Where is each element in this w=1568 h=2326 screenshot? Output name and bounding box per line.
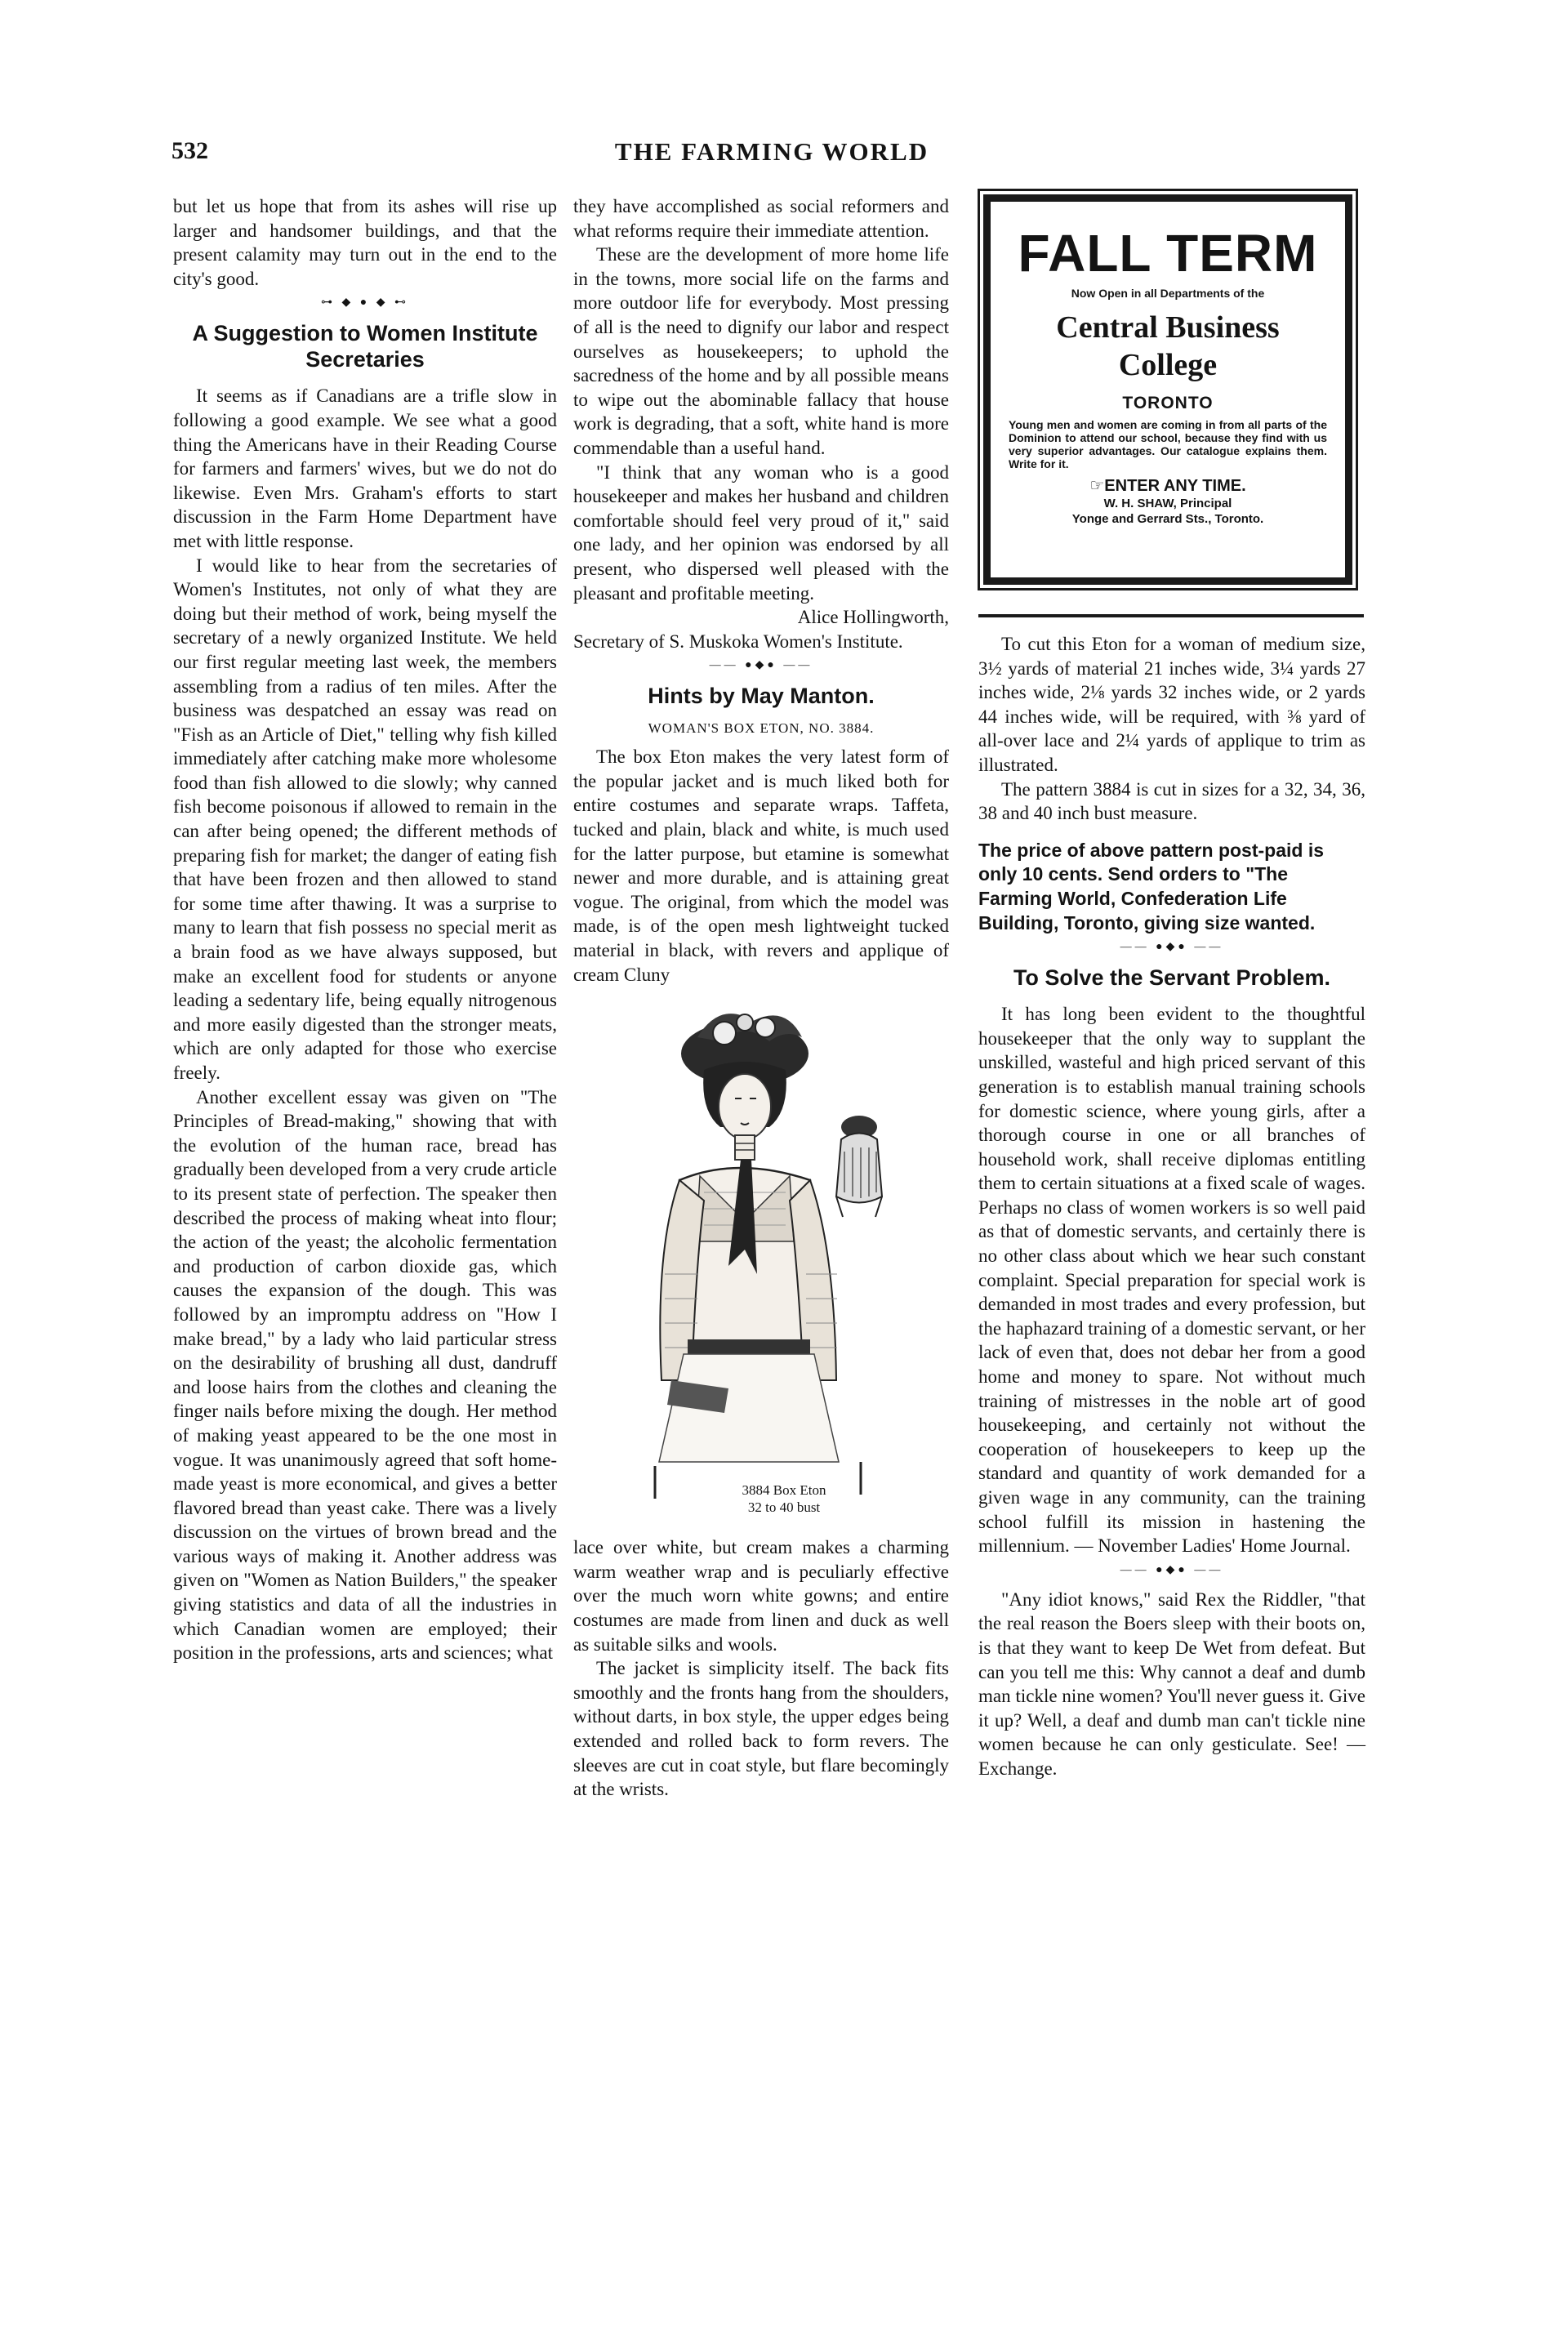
- paragraph: Another excellent essay was given on "The Principles of Bread-making," showing that with the evolution of the human race, bread has gradually been developed from a very crude article to its present state of perfection. The speaker then described the process of making wheat into flour; the action of the yeast; the alcoholic fermentation and production of carbon dioxide gas, which causes the expansion of the dough. This was followed by an impromptu address on "How I make bread," by a lady who laid particular stress on the desirability of brushing all dust, dandruff and loose hairs from the clothes and cleaning the finger nails before mixing the dough. Her method of making yeast appeared to be the one most in vogue. It was unanimously agreed that soft home-made yeast is more economical, and gives a better flavored bread than yeast cake. There was a lively discussion on the virtues of brown bread and the various ways of making it. Another address was given on "Women as Nation Builders," the speaker giving statistics and data of all the industries in which Canadian women are employed; their position in the professions, arts and sciences; what: [173, 1086, 557, 1664]
- paragraph: they have accomplished as social reformers and what reforms require their immediate attention.: [573, 196, 949, 241]
- paragraph: "I think that any woman who is a good housekeeper and makes her husband and children comfortable should feel very proud of it," said one lady, and her opinion was endorsed by all present, who dispersed well pleased with the pleasant and profitable meeting.: [573, 461, 949, 604]
- signature-title: Secretary of S. Muskoka Women's Institute.: [573, 631, 903, 652]
- paragraph: "Any idiot knows," said Rex the Riddler, "that the real reason the Boers sleep with their boots on, is that they want to keep De Wet from defeat. But can you tell me this: Why cannot a deaf and dumb man tickle nine women? You'll never guess it. Give it up? Well, a deaf and dumb man can't tickle nine women because he can only gesticulate. See! — Exchange.: [978, 1589, 1365, 1779]
- article-heading: To Solve the Servant Problem.: [1013, 965, 1331, 991]
- ornament-separator: —— ●◆● ——: [1120, 1563, 1224, 1576]
- article-subheading: WOMAN'S BOX ETON, NO. 3884.: [648, 720, 875, 737]
- column-middle: [573, 194, 949, 1802]
- paragraph: These are the development of more home life in the towns, more social life on the farms and more outdoor life for everybody. Most pressing of all is the need to dignify our labor and respect ourselves as housekeepers; to uphold the sacredness of the home and by all possible means to wipe out the abominable fallacy that house work is degrading, that a soft, white hand is more commendable than a useful hand.: [573, 244, 949, 458]
- illustration-caption: [710, 1482, 858, 1516]
- paragraph: but let us hope that from its ashes will rise up larger and handsomer buildings, and that the present calamity may turn out in the end to the city's good.: [173, 196, 557, 289]
- ad-subtitle: Now Open in all Departments of the: [1071, 287, 1265, 300]
- paragraph: The pattern 3884 is cut in sizes for a 32, 34, 36, 38 and 40 inch bust measure.: [978, 778, 1365, 824]
- ad-address: Yonge and Gerrard Sts., Toronto.: [1071, 512, 1264, 526]
- paragraph: It has long been evident to the thoughtful housekeeper that the only way to supplant the unskilled, wasteful and high priced servant of this generation is to establish manual training schools for domestic science, where young girls, after a thorough course in one or all branches of household work, shall receive diplomas entitling them to certain situations at a fixed scale of wages. Perhaps no class of women workers is so well paid as that of domestic servants, and certainly there is no other class about which we hear such constant complaint. Special preparation for special work is demanded in most trades and every profession, but the haphazard training of a domestic servant, or her lack of even that, does not debar her from a good home and money to spare. Not without much training of mistresses in the noble art of good housekeeping, and certainly not without the cooperation of housekeepers to keep up the standard and quantity of work demanded for a given wage in any community, can the training school fulfill its mission in hastening the millennium. — November Ladies' Home Journal.: [978, 1004, 1365, 1557]
- ornament-separator: ⊶ ◆ ● ◆ ⊷: [321, 296, 409, 310]
- paragraph: The jacket is simplicity itself. The back fits smoothly and the fronts hang from the shoulders, without darts, in box style, the upper edges being extended and rolled back to form revers. The sleeves are cut in coat style, but flare becomingly at the wrists.: [573, 1658, 949, 1800]
- ad-college-name: Central Business College: [1056, 310, 1280, 382]
- ad-principal: W. H. SHAW, Principal: [1103, 497, 1232, 510]
- article-heading: A Suggestion to Women Institute Secretaries: [192, 321, 538, 372]
- running-title: THE FARMING WORLD: [614, 137, 929, 166]
- ornament-separator: —— ●◆● ——: [1120, 941, 1224, 954]
- page-header: [172, 137, 1372, 170]
- fashion-illustration: [622, 1005, 900, 1527]
- column-right: [978, 194, 1365, 1781]
- ad-body: Young men and women are coming in from all parts of the Dominion to attend our school, because they find with us very superior advantages. Our catalogue explains them. Write for it.: [1009, 418, 1327, 470]
- article-heading: Hints by May Manton.: [648, 684, 875, 709]
- ad-city: TORONTO: [1122, 394, 1214, 412]
- price-notice: The price of above pattern post-paid is only 10 cents. Send orders to "The Farming World, Confederation Life Building, Toronto, giving size wanted.: [978, 839, 1325, 934]
- divider: [978, 614, 1364, 617]
- page-number: 532: [172, 137, 208, 164]
- ornament-separator: —— ●◆● ——: [709, 659, 813, 672]
- paragraph: I would like to hear from the secretaries of Women's Institutes, not only of what they are doing but their method of work, being myself the secretary of a newly organized Institute. We held our first regular meeting last week, the members assembling from a radius of ten miles. After the business was despatched an essay was read on "Fish as an Article of Diet," telling why fish killed immediately after catching make more wholesome food than fish allowed to die slowly; why canned fish become poisonous if allowed to remain in the can after being opened; the different methods of preparing fish for market; the danger of eating fish that have been frozen and then allowed to stand for some time after thawing. It was a surprise to many to learn that fish possess no special merit as a brain food as we have always supposed, but make an excellent food for students or anyone leading a sedentary life, being equally nitrogenous and more easily digested than the stronger meats, which are only adapted for those who exercise freely.: [173, 555, 557, 1083]
- ad-title: FALL TERM: [1018, 224, 1318, 283]
- caption-line: 32 to 40 bust: [747, 1499, 821, 1516]
- signature-name: Alice Hollingworth,: [797, 607, 949, 628]
- caption-line: 3884 Box Eton: [742, 1482, 826, 1499]
- column-left: [173, 194, 557, 1665]
- paragraph: It seems as if Canadians are a trifle slow in following a good example. We see what a good thing the Americans have in their Reading Course for farmers and farmers' wives, but we do not do likewise. Even Mrs. Graham's efforts to start discussion in the Farm Home Department have met with little response.: [173, 385, 557, 551]
- paragraph: The box Eton makes the very latest form of the popular jacket and is much liked both for entire costumes and separate wraps. Taffeta, tucked and plain, black and white, is much used for the latter purpose, but etamine is somewhat newer and more durable, and is attaining great vogue. The original, from which the model was made, is of the open mesh lightweight tucked material in black, with revers and applique of cream Cluny: [573, 746, 949, 985]
- paragraph: lace over white, but cream makes a charming warm weather wrap and is peculiarly effective over the much worn white gowns; and entire costumes are made from linen and duck as well as suitable silks and wools.: [573, 1537, 949, 1655]
- ad-enter-line: ☞ENTER ANY TIME.: [1089, 477, 1246, 495]
- paragraph: To cut this Eton for a woman of medium size, 3½ yards of material 21 inches wide, 3¼ yards 27 inches wide, 2⅛ yards 32 inches wide, or 2 yards 44 inches wide, will be required, with ⅜ yard of all-over lace and 2¼ yards of applique to trim as illustrated.: [978, 634, 1365, 775]
- eton-jacket-figure-icon: [622, 1005, 900, 1527]
- advertisement-box: [983, 194, 1352, 585]
